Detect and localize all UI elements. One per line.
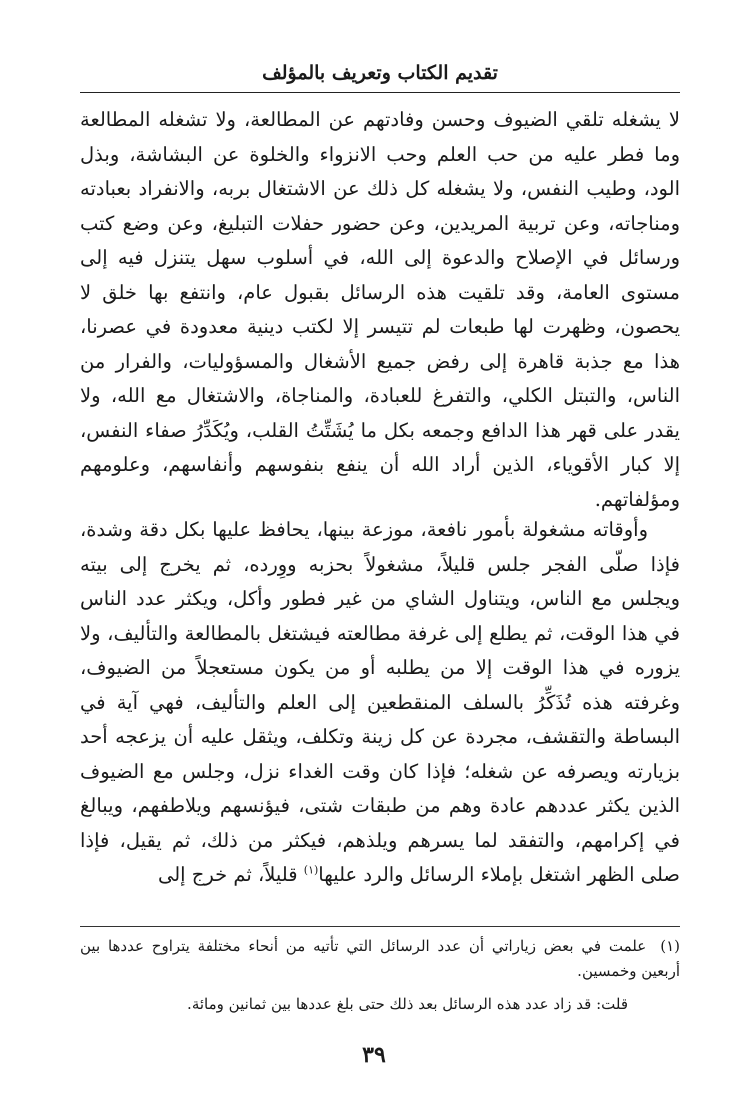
running-header-title: تقديم الكتاب وتعريف بالمؤلف [262, 62, 498, 84]
footnote-1 [80, 934, 680, 984]
footnote-marker: (١) [660, 937, 680, 955]
paragraph-2-text: وأوقاته مشغولة بأمور نافعة، موزعة بينها، يحافظ عليها بكل دقة وشدة، فإذا صلّى الفجر جلس قليلاً، مشغولاً بحزبه ووِرده، ثم يخرج إلى بيته ويجلس مع الناس، ويتناول الشاي من غير فطور وأكل، ويكثر عدد الناس في هذا الوقت، ثم يطلع إلى غرفة مطالعته فيشتغل بالمطالعة والتأليف، ولا يزوره في هذا الوقت إلا من يطلبه أو من يكون مستعجلاً من الضيوف، وغرفته هذه تُذَكِّرُ بالسلف المنقطعين إلى العلم والتأليف، فهي آية في البساطة والتقشف، مجردة عن كل زينة وتكلف، ويثقل عليه أن يزعجه أحد بزيارته ويصرفه عن شغله؛ فإذا كان وقت الغداء نزل، وجلس مع الضيوف الذين يكثر عددهم عادة وهم من طبقات شتى، فيؤنسهم ويلاطفهم، ويبالغ في إكرامهم، والتفقد لما يسرهم ويلذهم، فيكثر من ذلك، ثم يقيل، فإذا صلى الظهر اشتغل بإملاء الرسائل والرد عليها [80, 518, 680, 886]
body-paragraph-1: لا يشغله تلقي الضيوف وحسن وفادتهم عن المطالعة، ولا تشغله المطالعة وما فطر عليه من حب العلم وحب الانزواء والخلوة عن البشاشة، وبذل الود، وطيب النفس، ولا يشغله كل ذلك عن الاشتغال بربه، والانفراد بعبادته ومناجاته، وعن تربية المريدين، وعن حضور حفلات التبليغ، وعن وضع كتب ورسائل في الإصلاح والدعوة إلى الله، في أسلوب سهل يتنزل فيه إلى مستوى العامة، وقد تلقيت هذه الرسائل بقبول عام، وانتفع بها خلق لا يحصون، وظهرت لها طبعات لم تتيسر إلا لكتب دينية معدودة في عصرنا، هذا مع جذبة قاهرة إلى رفض جميع الأشغال والمسؤوليات، والفرار من الناس، والتبتل الكلي، والتفرغ للعبادة، والمناجاة، والاشتغال مع الله، ولا يقدر على قهر هذا الدافع وجمعه بكل ما يُشَتِّتُ القلب، ويُكَدِّرُ صفاء النفس، إلا كبار الأقوياء، الذين أراد الله أن ينفع بنفوسهم وأنفاسهم، وعلومهم ومؤلفاتهم. [80, 108, 680, 511]
footnote-2: قلت: قد زاد عدد هذه الرسائل بعد ذلك حتى بلغ عددها بين ثمانين ومائة. [187, 995, 628, 1013]
page-number: ٣٩ [362, 1042, 386, 1068]
paragraph-2-text-end: قليلاً، ثم خرج إلى [157, 863, 304, 886]
footnote-reference: (١) [303, 863, 319, 877]
body-paragraph-2 [80, 513, 680, 893]
header-divider [80, 92, 680, 93]
footnote-1-text: علمت في بعض زياراتي أن عدد الرسائل التي تأتيه من أنحاء مختلفة يتراوح عددها بين أربعين وخمسين. [80, 937, 680, 980]
footnote-divider [80, 926, 680, 927]
